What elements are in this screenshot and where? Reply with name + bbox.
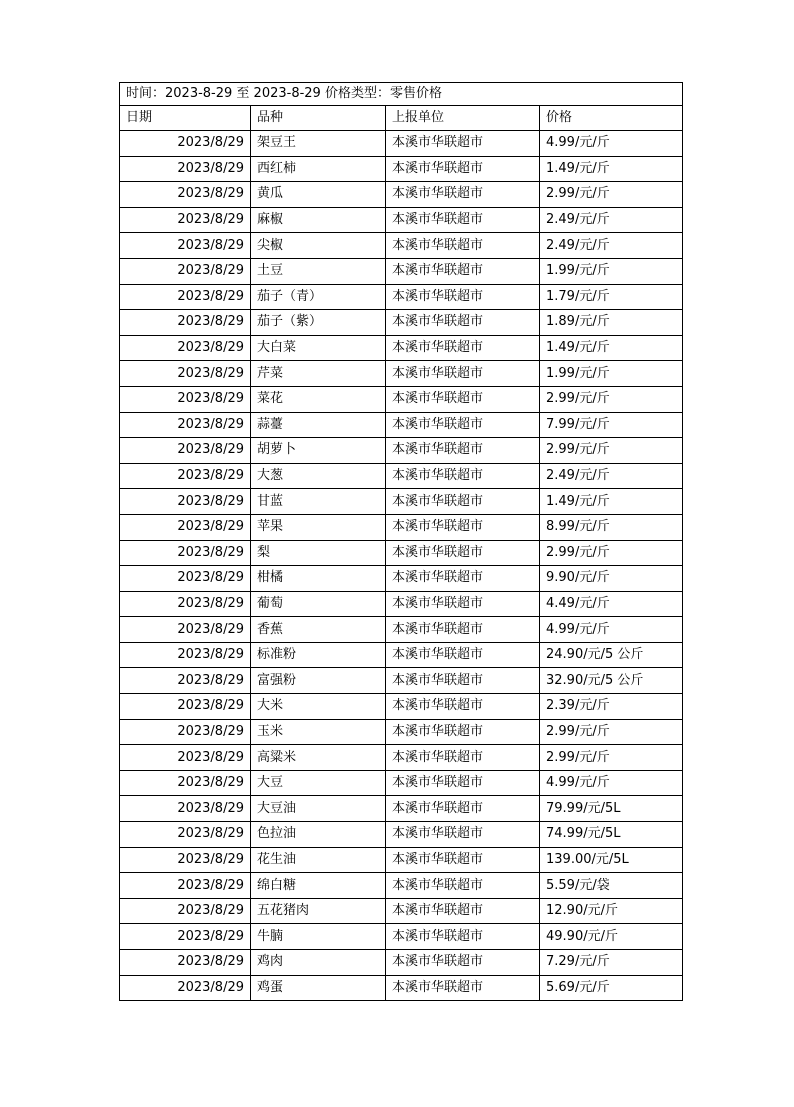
cell-price: 1.99/元/斤	[540, 258, 683, 284]
cell-item: 大豆	[251, 770, 386, 796]
cell-date: 2023/8/29	[120, 950, 251, 976]
cell-item: 绵白糖	[251, 873, 386, 899]
table-row	[120, 745, 683, 771]
cell-unit: 本溪市华联超市	[386, 566, 540, 592]
cell-date: 2023/8/29	[120, 540, 251, 566]
table-row	[120, 694, 683, 720]
cell-unit: 本溪市华联超市	[386, 182, 540, 208]
cell-item: 茄子（紫）	[251, 310, 386, 336]
cell-item: 土豆	[251, 258, 386, 284]
cell-unit: 本溪市华联超市	[386, 463, 540, 489]
cell-price: 5.59/元/袋	[540, 873, 683, 899]
cell-item: 柑橘	[251, 566, 386, 592]
cell-date: 2023/8/29	[120, 438, 251, 464]
cell-price: 2.99/元/斤	[540, 438, 683, 464]
cell-unit: 本溪市华联超市	[386, 258, 540, 284]
table-row	[120, 642, 683, 668]
cell-date: 2023/8/29	[120, 847, 251, 873]
cell-price: 49.90/元/斤	[540, 924, 683, 950]
cell-unit: 本溪市华联超市	[386, 847, 540, 873]
cell-item: 富强粉	[251, 668, 386, 694]
cell-item: 五花猪肉	[251, 898, 386, 924]
cell-unit: 本溪市华联超市	[386, 694, 540, 720]
cell-unit: 本溪市华联超市	[386, 617, 540, 643]
cell-item: 大葱	[251, 463, 386, 489]
cell-unit: 本溪市华联超市	[386, 975, 540, 1001]
cell-price: 5.69/元/斤	[540, 975, 683, 1001]
cell-date: 2023/8/29	[120, 310, 251, 336]
cell-date: 2023/8/29	[120, 873, 251, 899]
cell-unit: 本溪市华联超市	[386, 642, 540, 668]
table-row	[120, 770, 683, 796]
cell-unit: 本溪市华联超市	[386, 668, 540, 694]
cell-unit: 本溪市华联超市	[386, 745, 540, 771]
cell-price: 4.99/元/斤	[540, 131, 683, 157]
table-row	[120, 566, 683, 592]
table-row	[120, 898, 683, 924]
cell-date: 2023/8/29	[120, 975, 251, 1001]
cell-date: 2023/8/29	[120, 642, 251, 668]
cell-item: 菜花	[251, 386, 386, 412]
cell-item: 甘蓝	[251, 489, 386, 515]
table-row	[120, 591, 683, 617]
table-row	[120, 924, 683, 950]
cell-price: 2.99/元/斤	[540, 540, 683, 566]
cell-item: 黄瓜	[251, 182, 386, 208]
cell-unit: 本溪市华联超市	[386, 796, 540, 822]
table-row	[120, 975, 683, 1001]
cell-item: 花生油	[251, 847, 386, 873]
cell-price: 2.99/元/斤	[540, 386, 683, 412]
cell-unit: 本溪市华联超市	[386, 950, 540, 976]
cell-unit: 本溪市华联超市	[386, 131, 540, 157]
cell-date: 2023/8/29	[120, 694, 251, 720]
cell-date: 2023/8/29	[120, 489, 251, 515]
cell-date: 2023/8/29	[120, 924, 251, 950]
cell-price: 1.49/元/斤	[540, 335, 683, 361]
cell-date: 2023/8/29	[120, 591, 251, 617]
cell-item: 胡萝卜	[251, 438, 386, 464]
cell-unit: 本溪市华联超市	[386, 284, 540, 310]
table-row	[120, 438, 683, 464]
table-row	[120, 131, 683, 157]
cell-price: 9.90/元/斤	[540, 566, 683, 592]
table-row	[120, 847, 683, 873]
cell-date: 2023/8/29	[120, 668, 251, 694]
cell-unit: 本溪市华联超市	[386, 591, 540, 617]
cell-unit: 本溪市华联超市	[386, 770, 540, 796]
cell-item: 鸡蛋	[251, 975, 386, 1001]
table-row	[120, 873, 683, 899]
cell-date: 2023/8/29	[120, 335, 251, 361]
cell-unit: 本溪市华联超市	[386, 540, 540, 566]
cell-date: 2023/8/29	[120, 412, 251, 438]
cell-unit: 本溪市华联超市	[386, 873, 540, 899]
cell-price: 2.49/元/斤	[540, 233, 683, 259]
table-row	[120, 386, 683, 412]
table-row	[120, 258, 683, 284]
cell-item: 麻椒	[251, 207, 386, 233]
cell-date: 2023/8/29	[120, 514, 251, 540]
cell-unit: 本溪市华联超市	[386, 898, 540, 924]
cell-price: 4.99/元/斤	[540, 617, 683, 643]
cell-unit: 本溪市华联超市	[386, 207, 540, 233]
cell-price: 2.49/元/斤	[540, 463, 683, 489]
cell-date: 2023/8/29	[120, 207, 251, 233]
table-row	[120, 310, 683, 336]
cell-unit: 本溪市华联超市	[386, 489, 540, 515]
table-row	[120, 412, 683, 438]
cell-item: 茄子（青）	[251, 284, 386, 310]
cell-date: 2023/8/29	[120, 566, 251, 592]
cell-item: 标准粉	[251, 642, 386, 668]
cell-item: 玉米	[251, 719, 386, 745]
cell-date: 2023/8/29	[120, 822, 251, 848]
table-row	[120, 540, 683, 566]
table-row	[120, 207, 683, 233]
cell-price: 4.99/元/斤	[540, 770, 683, 796]
cell-unit: 本溪市华联超市	[386, 719, 540, 745]
price-table	[119, 82, 683, 1001]
cell-date: 2023/8/29	[120, 182, 251, 208]
cell-item: 芹菜	[251, 361, 386, 387]
cell-price: 1.99/元/斤	[540, 361, 683, 387]
cell-unit: 本溪市华联超市	[386, 361, 540, 387]
column-header-unit: 上报单位	[386, 106, 540, 131]
cell-date: 2023/8/29	[120, 386, 251, 412]
cell-item: 鸡肉	[251, 950, 386, 976]
cell-unit: 本溪市华联超市	[386, 156, 540, 182]
cell-item: 大豆油	[251, 796, 386, 822]
cell-item: 牛腩	[251, 924, 386, 950]
cell-item: 苹果	[251, 514, 386, 540]
cell-price: 1.89/元/斤	[540, 310, 683, 336]
table-row	[120, 182, 683, 208]
cell-date: 2023/8/29	[120, 361, 251, 387]
cell-price: 7.99/元/斤	[540, 412, 683, 438]
cell-unit: 本溪市华联超市	[386, 924, 540, 950]
cell-date: 2023/8/29	[120, 463, 251, 489]
cell-date: 2023/8/29	[120, 617, 251, 643]
cell-price: 24.90/元/5 公斤	[540, 642, 683, 668]
cell-item: 蒜薹	[251, 412, 386, 438]
table-row	[120, 796, 683, 822]
column-header-item: 品种	[251, 106, 386, 131]
cell-price: 8.99/元/斤	[540, 514, 683, 540]
cell-price: 2.99/元/斤	[540, 719, 683, 745]
cell-price: 7.29/元/斤	[540, 950, 683, 976]
cell-item: 大米	[251, 694, 386, 720]
cell-unit: 本溪市华联超市	[386, 822, 540, 848]
column-header-row	[120, 106, 683, 131]
cell-date: 2023/8/29	[120, 770, 251, 796]
table-row	[120, 950, 683, 976]
time-price-type-line: 时间：2023-8-29 至 2023-8-29 价格类型：零售价格	[120, 83, 683, 106]
cell-unit: 本溪市华联超市	[386, 514, 540, 540]
cell-date: 2023/8/29	[120, 796, 251, 822]
cell-date: 2023/8/29	[120, 745, 251, 771]
cell-price: 2.49/元/斤	[540, 207, 683, 233]
table-row	[120, 668, 683, 694]
cell-price: 2.99/元/斤	[540, 182, 683, 208]
cell-date: 2023/8/29	[120, 156, 251, 182]
table-row	[120, 335, 683, 361]
table-row	[120, 463, 683, 489]
column-header-price: 价格	[540, 106, 683, 131]
cell-date: 2023/8/29	[120, 131, 251, 157]
table-row	[120, 822, 683, 848]
cell-unit: 本溪市华联超市	[386, 233, 540, 259]
cell-item: 香蕉	[251, 617, 386, 643]
cell-item: 色拉油	[251, 822, 386, 848]
table-row	[120, 514, 683, 540]
table-row	[120, 284, 683, 310]
table-row	[120, 361, 683, 387]
cell-unit: 本溪市华联超市	[386, 438, 540, 464]
cell-date: 2023/8/29	[120, 284, 251, 310]
cell-unit: 本溪市华联超市	[386, 310, 540, 336]
cell-item: 大白菜	[251, 335, 386, 361]
cell-unit: 本溪市华联超市	[386, 335, 540, 361]
table-row	[120, 156, 683, 182]
cell-date: 2023/8/29	[120, 233, 251, 259]
table-row	[120, 233, 683, 259]
cell-price: 4.49/元/斤	[540, 591, 683, 617]
cell-unit: 本溪市华联超市	[386, 412, 540, 438]
cell-price: 32.90/元/5 公斤	[540, 668, 683, 694]
cell-price: 12.90/元/斤	[540, 898, 683, 924]
table-row	[120, 617, 683, 643]
cell-price: 1.49/元/斤	[540, 156, 683, 182]
cell-item: 高粱米	[251, 745, 386, 771]
table-title-row	[120, 83, 683, 106]
cell-price: 1.49/元/斤	[540, 489, 683, 515]
cell-date: 2023/8/29	[120, 719, 251, 745]
cell-item: 架豆王	[251, 131, 386, 157]
cell-price: 74.99/元/5L	[540, 822, 683, 848]
table-row	[120, 719, 683, 745]
cell-unit: 本溪市华联超市	[386, 386, 540, 412]
cell-price: 79.99/元/5L	[540, 796, 683, 822]
table-row	[120, 489, 683, 515]
cell-price: 139.00/元/5L	[540, 847, 683, 873]
column-header-date: 日期	[120, 106, 251, 131]
cell-item: 梨	[251, 540, 386, 566]
cell-item: 尖椒	[251, 233, 386, 259]
cell-item: 葡萄	[251, 591, 386, 617]
cell-date: 2023/8/29	[120, 898, 251, 924]
cell-price: 1.79/元/斤	[540, 284, 683, 310]
cell-price: 2.99/元/斤	[540, 745, 683, 771]
cell-date: 2023/8/29	[120, 258, 251, 284]
cell-item: 西红柿	[251, 156, 386, 182]
cell-price: 2.39/元/斤	[540, 694, 683, 720]
